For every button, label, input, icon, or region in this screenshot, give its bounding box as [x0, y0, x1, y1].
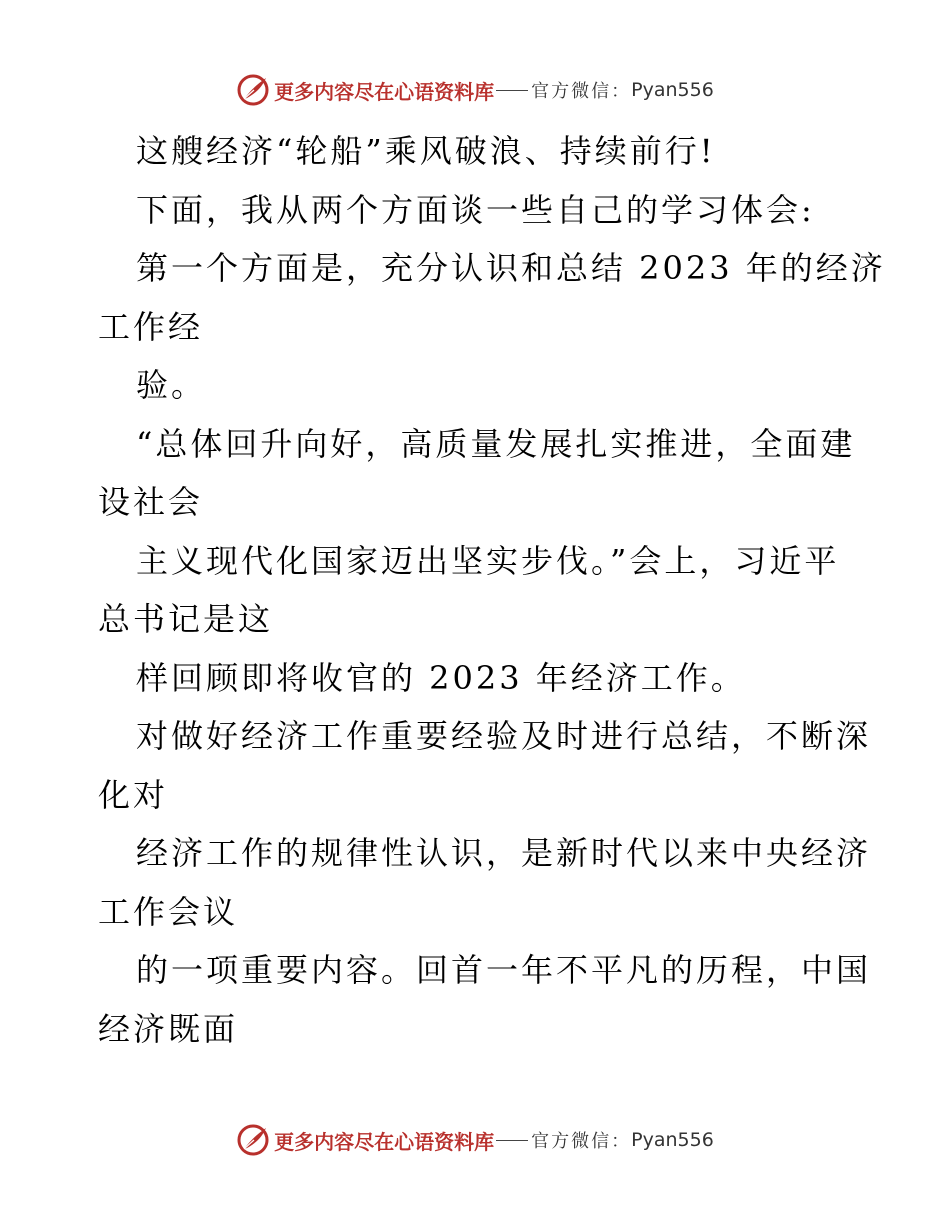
footer-banner — [0, 1120, 950, 1160]
text-line: 下面，我从两个方面谈一些自己的学习体会: — [136, 190, 815, 229]
text-line: 经济既面 — [98, 1009, 239, 1048]
text-line: 化对 — [98, 775, 169, 814]
header-dash — [496, 90, 528, 91]
text-line: 经济工作的规律性认识，是新时代以来中央经济 — [136, 834, 872, 872]
footer-wechat-label: 官方微信： — [531, 1131, 632, 1152]
header-wechat-label: 官方微信： — [531, 81, 632, 102]
text-line: 设社会 — [98, 483, 204, 521]
text-line: 样回顾即将收官的 2023 年经济工作。 — [136, 658, 746, 697]
text-line: 这艘经济“轮船”乘风破浪、持续前行! — [136, 132, 716, 170]
text-line: 验。 — [136, 366, 207, 404]
text-line: 第一个方面是，充分认识和总结 2023 年的经济 — [136, 249, 886, 287]
text-line: 对做好经济工作重要经验及时进行总结，不断深 — [136, 717, 872, 755]
quill-logo-icon — [236, 1123, 270, 1157]
text-line: 工作会议 — [98, 892, 239, 931]
text-line: 总书记是这 — [98, 600, 274, 638]
body-text — [98, 122, 886, 1058]
text-line: “总体回升向好，高质量发展扎实推进，全面建 — [136, 424, 856, 463]
footer-dash — [496, 1140, 528, 1141]
text-line: 主义现代化国家迈出坚实步伐。”会上，习近平 — [136, 541, 840, 580]
header-wechat-id: Pyan556 — [631, 79, 714, 101]
quill-logo-icon — [236, 73, 270, 107]
header-brand-text: 更多内容尽在心语资料库 — [274, 79, 495, 104]
footer-wechat-id: Pyan556 — [631, 1129, 714, 1151]
text-line: 工作经 — [98, 307, 204, 346]
footer-brand-text: 更多内容尽在心语资料库 — [274, 1129, 495, 1154]
header-banner — [0, 70, 950, 110]
text-line: 的一项重要内容。回首一年不平凡的历程，中国 — [136, 951, 872, 989]
